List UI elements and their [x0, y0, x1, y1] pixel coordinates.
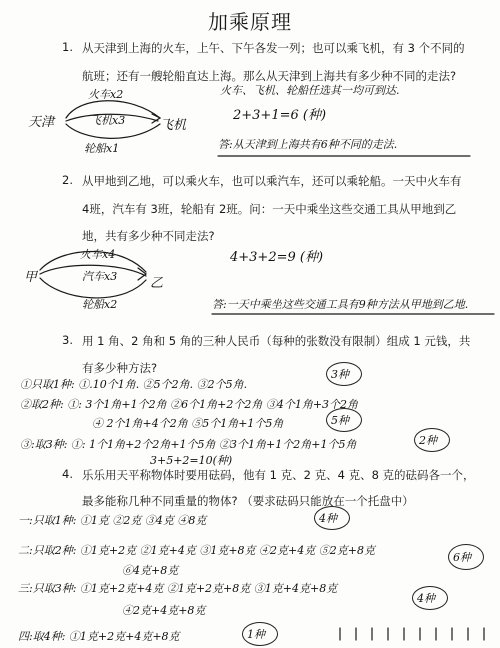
- q4-hw-case4: 四:取4种: ①1克+2克+4克+8克: [18, 630, 180, 643]
- q4-hw-case2-line2: ⑥4克+8克: [122, 564, 179, 577]
- q4-hw-case1: 一:只取1种: ①1克 ②2克 ③4克 ④8克: [18, 514, 207, 527]
- q2-hw-origin: 甲: [24, 270, 38, 285]
- q1-arrowhead: [152, 114, 160, 123]
- q2-hw-train-label: 火车x4: [80, 248, 116, 261]
- q2-hw-destination: 乙: [150, 276, 164, 291]
- page-title: 加乘原理: [208, 10, 292, 34]
- q3-hw-case2-line1: ②取2种: ①: 3个1角+1个2角 ②6个1角+2个2角 ③4个1角+3个2角: [20, 398, 359, 411]
- q3-number: 3.: [62, 333, 73, 347]
- q4-hw-case3-line2: ④2克+4克+8克: [122, 604, 206, 617]
- q1-number: 1.: [62, 40, 73, 54]
- q3-hw-total: 3+5+2=10(种): [150, 454, 233, 467]
- q1-hw-plane-label: 飞机x3: [90, 114, 126, 127]
- q1-hw-destination: 飞机: [160, 118, 187, 133]
- q1-hw-train-label: 火车x2: [88, 88, 124, 101]
- q4-hw-case2-line1: 二:只取2种: ①1克+2克 ②1克+4克 ③1克+8克 ④2克+4克 ⑤2克+8克: [18, 544, 375, 557]
- q2-text-line3: 地，共有多少种不同走法?: [82, 229, 215, 243]
- q4-hw-case1-count: 4种: [319, 512, 337, 525]
- q1-hw-ship-label: 轮船x1: [84, 142, 120, 155]
- q4-hw-case2-count: 6种: [453, 551, 471, 564]
- q1-hw-equation: 2+3+1=6 (种): [233, 108, 327, 123]
- q4-hw-case3-count: 4种: [417, 592, 435, 605]
- q3-hw-case2-count: 5种: [331, 414, 349, 427]
- q2-text-line2: 4班，汽车有 3班，轮船有 2班。问：一天中乘坐这些交通工具从甲地到乙: [82, 202, 457, 216]
- q2-arrowhead: [138, 268, 146, 280]
- q1-hw-note: 火车、飞机、轮船任选其一均可到达.: [220, 84, 400, 97]
- q4-text-line2: 最多能称几种不同重量的物体? （要求砝码只能放在一个托盘中）: [82, 494, 414, 508]
- q2-number: 2.: [62, 173, 73, 187]
- q3-text-line1: 用 1 角、2 角和 5 角的三种人民币（每种的张数没有限制）组成 1 元钱，共: [82, 334, 471, 348]
- q4-text-line1: 乐乐用天平称物体时要用砝码，他有 1 克、2 克、4 克、8 克的砝码各一个，: [82, 468, 475, 482]
- q3-hw-case1-count: 3种: [331, 368, 349, 381]
- q4-hw-case4-count: 1种: [247, 628, 265, 641]
- q2-hw-answer: 答:一天中乘坐这些交通工具有9种方法从甲地到乙地.: [212, 298, 469, 311]
- q1-text-line2: 航班；还有一艘轮船直达上海。那么从天津到上海共有多少种不同的走法?: [82, 69, 457, 83]
- q3-hw-case1: ①只取1种: ①.10个1角. ②5个2角. ③2个5角.: [20, 378, 248, 391]
- q4-number: 4.: [62, 467, 73, 481]
- q3-text-line2: 有多少种方法?: [82, 361, 158, 375]
- q1-hw-answer: 答:从天津到上海共有6种不同的走法.: [218, 138, 398, 151]
- q2-text-line1: 从甲地到乙地，可以乘火车，也可以乘汽车，还可以乘轮船。一天中火车有: [82, 174, 462, 188]
- q3-hw-case3-count: 2种: [419, 434, 437, 447]
- q4-tally-marks: [340, 628, 484, 640]
- q1-text-line1: 从天津到上海的火车，上午、下午各发一列；也可以乘飞机，有 3 个不同的: [82, 41, 465, 55]
- q4-hw-case3-line1: 三:只取3种: ①1克+2克+4克 ②1克+2克+8克 ③1克+4克+8克: [18, 582, 338, 595]
- q3-hw-case2-line2: ④ 2个1角+4个2角 ⑤5个1角+1个5角: [92, 417, 284, 430]
- q3-hw-case3: ③:取3种: ①: 1个1角+2个2角+1个5角 ②3个1角+1个2角+1个5角: [20, 438, 357, 451]
- q2-hw-car-label: 汽车x3: [82, 270, 118, 283]
- q2-hw-equation: 4+3+2=9 (种): [230, 250, 324, 265]
- q1-hw-origin: 天津: [28, 115, 55, 130]
- q2-hw-ship-label: 轮船x2: [82, 298, 118, 311]
